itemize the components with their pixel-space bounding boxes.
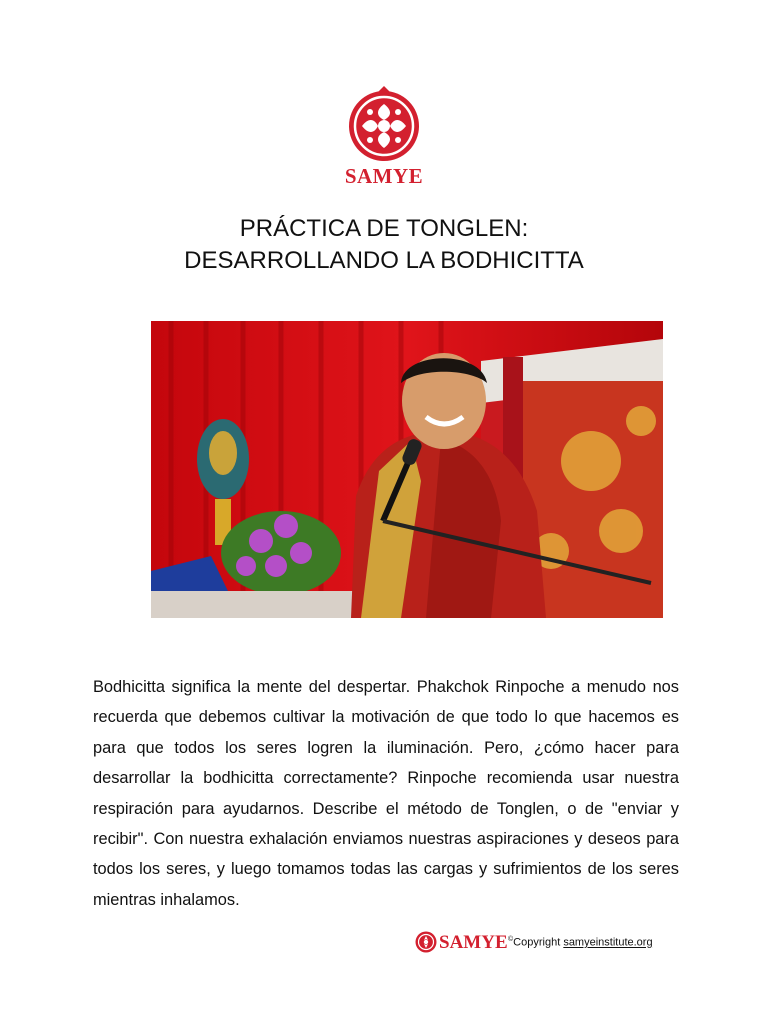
copyright-symbol: ©: [508, 936, 514, 943]
website-link[interactable]: samyeinstitute.org: [563, 936, 653, 949]
title-line-1: PRÁCTICA DE TONGLEN:: [239, 215, 529, 242]
samye-logo-icon: [343, 86, 425, 162]
samye-footer-logo-icon: [415, 931, 437, 953]
teacher-photo: [151, 321, 663, 618]
samye-logo-wordmark: SAMYE: [344, 164, 424, 188]
copyright-label: Copyright: [513, 936, 561, 949]
title-line-2: DESARROLLANDO LA BODHICITTA: [184, 247, 584, 274]
footer: [412, 928, 712, 958]
document-title: [60, 213, 708, 277]
samye-footer-wordmark: SAMYE: [439, 932, 508, 953]
copyright-notice: [508, 936, 653, 949]
body-paragraph: Bodhicitta significa la mente del despertar. Phakchok Rinpoche a menudo nos recuerda que debemos cultivar la motivación de que todo lo que hacemos es para que todos los seres logren la iluminación. Pero, ¿cómo hacer para desarrollar la bodhicitta correctamente? Rinpoche recomienda usar nuestra respiración para ayudarnos. Describe el método de Tonglen, o de "enviar y recibir". Con nuestra exhalación enviamos nuestras aspiraciones y deseos para todos los seres, y luego tomamos todas las cargas y sufrimientos de los seres mientras inhalamos.: [93, 678, 679, 909]
